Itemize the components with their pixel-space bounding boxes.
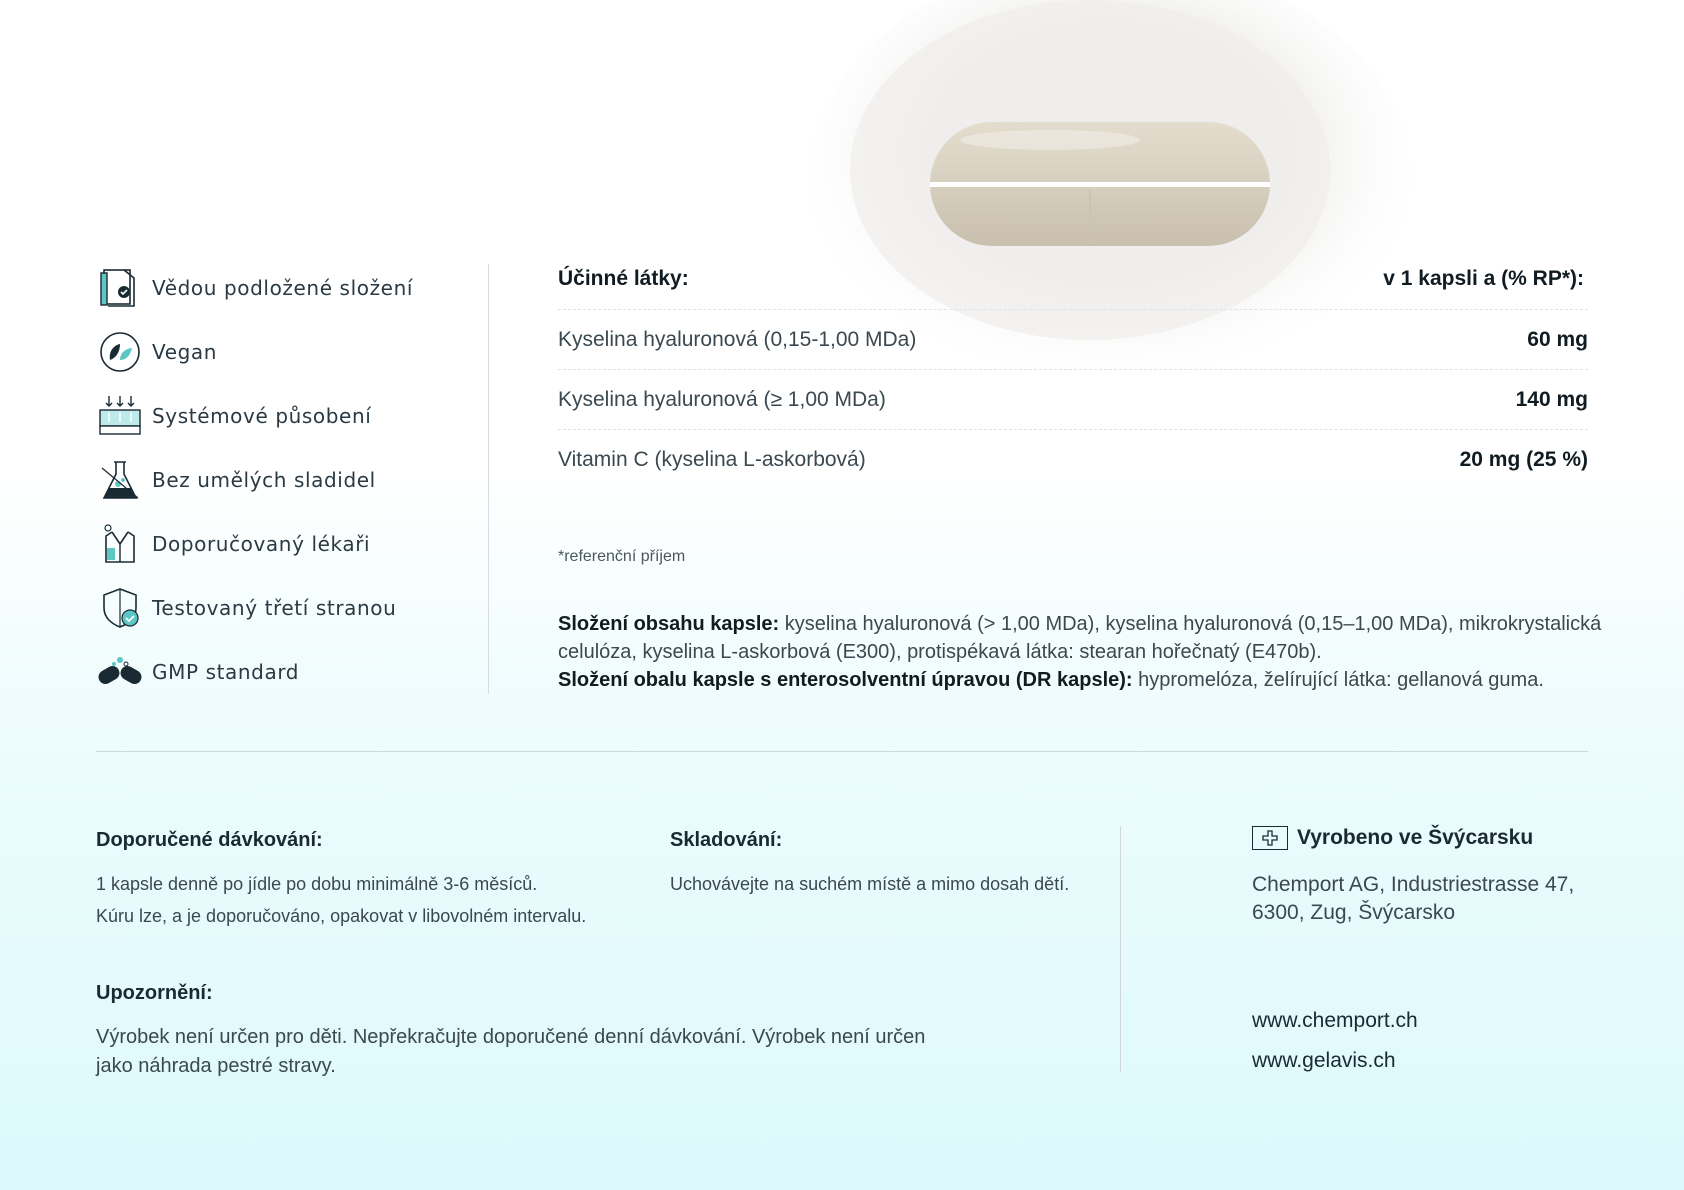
feature-label: Testovaný třetí stranou <box>152 596 397 620</box>
leaf-icon <box>96 328 144 376</box>
feature-label: GMP standard <box>152 660 300 684</box>
storage-title: Skladování: <box>670 829 783 851</box>
feature-label: Systémové působení <box>152 404 372 428</box>
layers-arrows-icon <box>96 392 144 440</box>
feature-label: Vegan <box>152 340 218 364</box>
ingredient-row <box>558 429 1588 490</box>
warning-title: Upozornění: <box>96 982 213 1004</box>
warning-text: Výrobek není určen pro děti. Nepřekračujte doporučené denní dávkování. Výrobek není určen jako náhrada pestré stravy. <box>96 1026 926 1077</box>
feature-label: Doporučovaný lékaři <box>152 532 371 556</box>
swiss-cross-icon <box>1252 826 1288 850</box>
feature-vegan <box>96 328 217 376</box>
composition-text <box>558 610 1608 694</box>
column-divider <box>1120 826 1121 1072</box>
composition-content-label: Složení obsahu kapsle: <box>558 613 780 635</box>
feature-label: Bez umělých sladidel <box>152 468 376 492</box>
feature-science <box>96 264 413 312</box>
doctor-coat-icon <box>96 520 144 568</box>
feature-systemic <box>96 392 371 440</box>
website-link-gelavis[interactable]: www.gelavis.ch <box>1252 1049 1396 1072</box>
ingredient-value: 140 mg <box>1515 388 1588 411</box>
storage-text: Uchovávejte na suchém místě a mimo dosah dětí. <box>670 874 1070 894</box>
composition-shell-label: Složení obalu kapsle s enterosolventní úpravou (DR kapsle): <box>558 669 1133 691</box>
ingredients-header <box>558 249 1588 309</box>
shield-check-icon <box>96 584 144 632</box>
feature-gmp <box>96 648 299 696</box>
ingredient-name: Kyselina hyaluronová (0,15-1,00 MDa) <box>558 328 917 351</box>
swiss-made-badge <box>1252 826 1533 850</box>
capsules-icon <box>96 648 144 696</box>
website-link-chemport[interactable]: www.chemport.ch <box>1252 1009 1418 1032</box>
dosage-title: Doporučené dávkování: <box>96 829 323 851</box>
ingredients-header-value: v 1 kapsli a (% RP*): <box>1383 267 1584 290</box>
composition-shell-text: hypromelóza, želírující látka: gellanová guma. <box>1132 669 1544 691</box>
document-check-icon <box>96 264 144 312</box>
ingredients-header-name: Účinné látky: <box>558 267 689 290</box>
feature-no-sweeteners <box>96 456 376 504</box>
ingredient-value: 20 mg (25 %) <box>1459 448 1588 471</box>
ingredient-name: Vitamin C (kyselina L-askorbová) <box>558 448 866 471</box>
dosage-line-2: Kúru lze, a je doporučováno, opakovat v libovolném intervalu. <box>96 906 587 926</box>
ingredient-row <box>558 369 1588 430</box>
section-divider <box>96 751 1588 752</box>
feature-label: Vědou podložené složení <box>152 276 414 300</box>
feature-third-party <box>96 584 396 632</box>
ingredient-value: 60 mg <box>1527 328 1588 351</box>
swiss-made-label: Vyrobeno ve Švýcarsku <box>1297 826 1534 849</box>
ingredient-row <box>558 309 1588 370</box>
flask-icon <box>96 456 144 504</box>
ingredient-name: Kyselina hyaluronová (≥ 1,00 MDa) <box>558 388 886 411</box>
reference-footnote: *referenční příjem <box>558 548 686 565</box>
manufacturer-address-line-1: Chemport AG, Industriestrasse 47, <box>1252 873 1575 896</box>
composition-content-text: kyselina hyaluronová (> 1,00 MDa), kyselina hyaluronová (0,15–1,00 MDa), mikrokrystalická celulóza, kyselina L-askorbová (E300), protispékavá látka: stearan hořečnatý (E470b). <box>558 613 1602 663</box>
manufacturer-address-line-2: 6300, Zug, Švýcarsko <box>1252 901 1456 924</box>
column-divider <box>488 264 489 694</box>
feature-doctors <box>96 520 370 568</box>
dosage-line-1: 1 kapsle denně po jídle po dobu minimálně 3-6 měsíců. <box>96 874 538 894</box>
